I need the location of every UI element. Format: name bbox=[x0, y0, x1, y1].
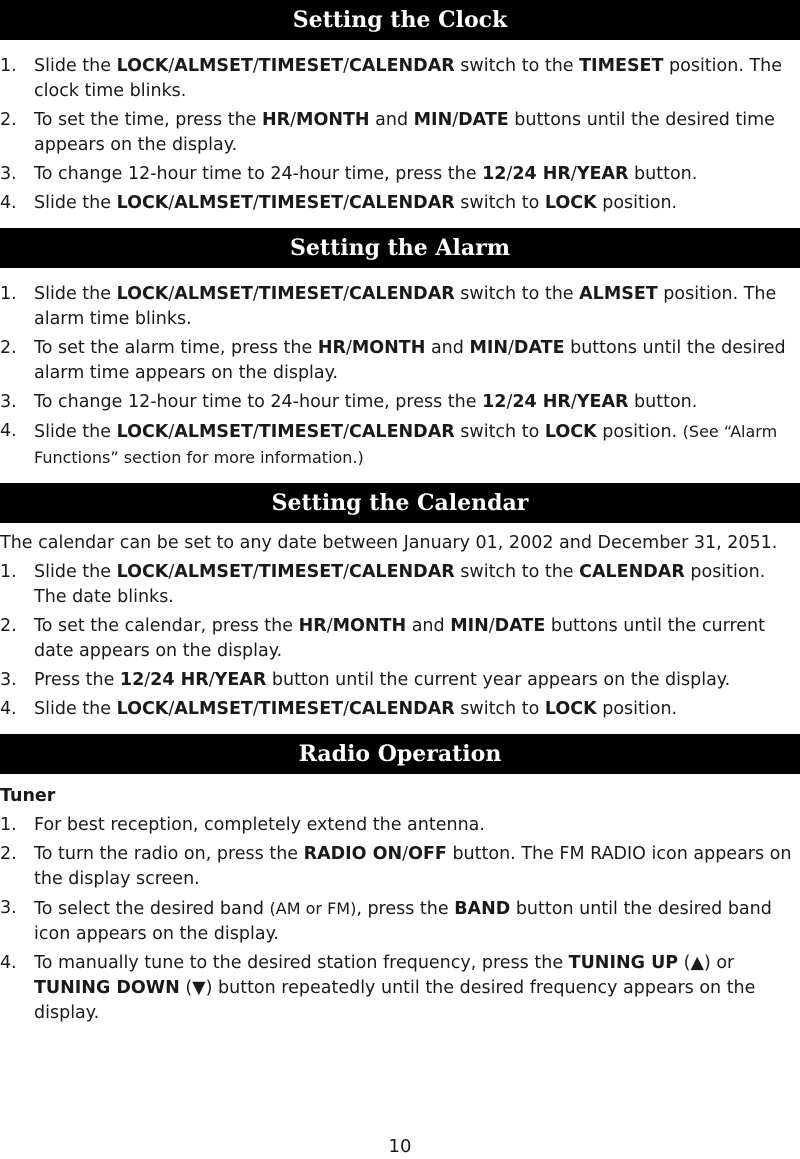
step-text: position. bbox=[596, 193, 678, 213]
bold-term: LOCK bbox=[116, 699, 169, 719]
bold-term: TUNING UP bbox=[568, 953, 679, 973]
bold-term: CALENDAR bbox=[349, 699, 455, 719]
step-text: , press the bbox=[356, 899, 455, 919]
step-text: / bbox=[168, 193, 175, 213]
list-item bbox=[0, 419, 800, 471]
section-title-calendar: Setting the Calendar bbox=[0, 483, 800, 523]
list-item bbox=[0, 842, 800, 892]
calendar-intro: The calendar can be set to any date between January 01, 2002 and December 31, 2051. bbox=[0, 533, 778, 553]
bold-term: DATE bbox=[494, 616, 546, 636]
step-number: 2. bbox=[0, 616, 17, 636]
bold-term: CALENDAR bbox=[579, 562, 685, 582]
bold-term: ALMSET bbox=[174, 562, 253, 582]
step-text: / bbox=[252, 284, 259, 304]
step-text: / bbox=[570, 164, 577, 184]
step-text: buttons until the current date appears on the display. bbox=[34, 616, 765, 661]
bold-term: TIMESET bbox=[258, 193, 344, 213]
bold-term: TIMESET bbox=[258, 699, 344, 719]
bold-term: ALMSET bbox=[174, 284, 253, 304]
bold-term: LOCK bbox=[544, 699, 597, 719]
step-text: To set the alarm time, press the bbox=[34, 338, 318, 358]
list-item bbox=[0, 560, 800, 610]
bold-term: MIN bbox=[469, 338, 509, 358]
step-text: / bbox=[252, 56, 259, 76]
step-text: For best reception, completely extend the antenna. bbox=[34, 815, 485, 835]
bold-term: TUNING DOWN bbox=[34, 978, 180, 998]
step-text: / bbox=[506, 164, 513, 184]
list-item bbox=[0, 614, 800, 664]
bold-term: MONTH bbox=[332, 616, 407, 636]
step-list bbox=[0, 268, 800, 483]
step-number: 4. bbox=[0, 421, 17, 441]
section-title-radio: Radio Operation bbox=[0, 734, 800, 774]
bold-term: YEAR bbox=[576, 392, 629, 412]
bold-term: TIMESET bbox=[258, 56, 344, 76]
section-clock bbox=[0, 0, 800, 228]
step-number: 4. bbox=[0, 699, 17, 719]
bold-term: ALMSET bbox=[579, 284, 658, 304]
step-text: To turn the radio on, press the bbox=[34, 844, 304, 864]
step-number: 1. bbox=[0, 562, 17, 582]
step-text: To change 12-hour time to 24-hour time, press the bbox=[34, 164, 483, 184]
step-text: buttons until the desired time appears on the display. bbox=[34, 110, 775, 155]
step-number: 3. bbox=[0, 392, 17, 412]
step-text: / bbox=[326, 616, 333, 636]
step-text: / bbox=[488, 616, 495, 636]
step-text: and bbox=[425, 338, 470, 358]
list-item bbox=[0, 282, 800, 332]
step-text: / bbox=[343, 193, 350, 213]
bold-term: BAND bbox=[454, 899, 511, 919]
list-item bbox=[0, 896, 800, 947]
step-number: 2. bbox=[0, 338, 17, 358]
step-text: / bbox=[345, 338, 352, 358]
step-text: button until the desired band icon appears on the display. bbox=[34, 899, 772, 944]
step-text: / bbox=[144, 670, 151, 690]
bold-term: CALENDAR bbox=[349, 422, 455, 442]
list-item bbox=[0, 162, 800, 187]
step-text: switch to the bbox=[454, 56, 580, 76]
bold-term: HR bbox=[317, 338, 346, 358]
bold-term: LOCK bbox=[116, 56, 169, 76]
step-text: position. bbox=[596, 699, 678, 719]
bold-term: LOCK bbox=[116, 562, 169, 582]
bold-term: MIN bbox=[413, 110, 453, 130]
step-text: / bbox=[452, 110, 459, 130]
step-text: / bbox=[168, 422, 175, 442]
bold-term: 12 bbox=[482, 164, 507, 184]
list-item bbox=[0, 191, 800, 216]
step-text: (▼) button repeatedly until the desired frequency appears on the display. bbox=[34, 978, 756, 1023]
bold-term: 24 HR bbox=[512, 164, 571, 184]
step-text: / bbox=[252, 193, 259, 213]
bold-term: LOCK bbox=[116, 422, 169, 442]
bold-term: LOCK bbox=[544, 422, 597, 442]
step-text: (AM or FM) bbox=[269, 899, 357, 918]
step-text: switch to bbox=[454, 193, 545, 213]
step-number: 3. bbox=[0, 164, 17, 184]
list-item bbox=[0, 336, 800, 386]
list-item bbox=[0, 108, 800, 158]
bold-term: MIN bbox=[450, 616, 489, 636]
step-text: Slide the bbox=[34, 562, 117, 582]
step-text: (See “Alarm Functions” section for more information.) bbox=[34, 422, 778, 467]
step-text: / bbox=[168, 699, 175, 719]
bold-term: TIMESET bbox=[258, 284, 344, 304]
step-text: button. bbox=[628, 164, 698, 184]
step-list bbox=[0, 813, 800, 1026]
bold-term: CALENDAR bbox=[349, 562, 455, 582]
bold-term: DATE bbox=[513, 338, 565, 358]
step-text: switch to the bbox=[454, 562, 580, 582]
bold-term: ALMSET bbox=[174, 699, 253, 719]
step-text: To set the calendar, press the bbox=[34, 616, 299, 636]
bold-term: LOCK bbox=[116, 284, 169, 304]
bold-term: OFF bbox=[408, 844, 447, 864]
section-alarm bbox=[0, 228, 800, 483]
step-text: / bbox=[343, 56, 350, 76]
step-text: / bbox=[252, 422, 259, 442]
step-text: / bbox=[168, 284, 175, 304]
subheading-tuner: Tuner bbox=[0, 786, 56, 806]
step-number: 1. bbox=[0, 815, 17, 835]
step-text: / bbox=[343, 699, 350, 719]
step-text: and bbox=[369, 110, 414, 130]
step-number: 3. bbox=[0, 898, 17, 918]
step-text: button. bbox=[628, 392, 698, 412]
step-text: Slide the bbox=[34, 56, 117, 76]
bold-term: RADIO ON bbox=[303, 844, 403, 864]
step-text: / bbox=[508, 338, 514, 358]
step-text: / bbox=[343, 284, 350, 304]
step-text: and bbox=[406, 616, 451, 636]
step-text: button. The FM RADIO icon appears on the display screen. bbox=[34, 844, 792, 889]
bold-term: YEAR bbox=[214, 670, 267, 690]
step-text: position. The date blinks. bbox=[34, 562, 766, 607]
step-text: / bbox=[343, 422, 350, 442]
list-item bbox=[0, 813, 800, 838]
step-text: (▲) or bbox=[678, 953, 735, 973]
bold-term: CALENDAR bbox=[349, 193, 455, 213]
bold-term: 24 HR bbox=[512, 392, 571, 412]
section-calendar bbox=[0, 483, 800, 734]
step-text: To select the desired band bbox=[34, 899, 270, 919]
bold-term: TIMESET bbox=[258, 562, 344, 582]
bold-term: YEAR bbox=[576, 164, 629, 184]
bold-term: MONTH bbox=[296, 110, 370, 130]
step-list bbox=[0, 560, 800, 734]
step-text: / bbox=[343, 562, 350, 582]
bold-term: 12 bbox=[119, 670, 145, 690]
bold-term: ALMSET bbox=[174, 422, 253, 442]
step-text: Slide the bbox=[34, 193, 117, 213]
list-item bbox=[0, 54, 800, 104]
step-number: 4. bbox=[0, 953, 17, 973]
step-number: 1. bbox=[0, 56, 17, 76]
step-text: / bbox=[570, 392, 577, 412]
page-number: 10 bbox=[388, 1136, 412, 1157]
bold-term: ALMSET bbox=[174, 56, 253, 76]
section-radio bbox=[0, 734, 800, 1026]
step-text: Slide the bbox=[34, 284, 117, 304]
step-text: To set the time, press the bbox=[34, 110, 263, 130]
step-text: switch to the bbox=[454, 284, 580, 304]
list-item bbox=[0, 951, 800, 1026]
list-item bbox=[0, 390, 800, 415]
step-text: switch to bbox=[454, 699, 545, 719]
step-text: To manually tune to the desired station frequency, press the bbox=[34, 953, 569, 973]
step-text: / bbox=[252, 699, 259, 719]
bold-term: ALMSET bbox=[174, 193, 253, 213]
bold-term: LOCK bbox=[116, 193, 169, 213]
step-list bbox=[0, 40, 800, 228]
step-text: switch to bbox=[454, 422, 545, 442]
step-number: 2. bbox=[0, 844, 17, 864]
bold-term: 12 bbox=[482, 392, 507, 412]
bold-term: TIMESET bbox=[579, 56, 664, 76]
step-text: / bbox=[506, 392, 513, 412]
bold-term: CALENDAR bbox=[349, 56, 455, 76]
list-item bbox=[0, 697, 800, 722]
bold-term: LOCK bbox=[544, 193, 597, 213]
step-text: Slide the bbox=[34, 699, 117, 719]
list-item bbox=[0, 668, 800, 693]
bold-term: DATE bbox=[458, 110, 509, 130]
section-title-alarm: Setting the Alarm bbox=[0, 228, 800, 268]
step-text: buttons until the desired alarm time appears on the display. bbox=[34, 338, 786, 383]
step-text: Slide the bbox=[34, 422, 117, 442]
step-text: / bbox=[168, 56, 175, 76]
step-text: To change 12-hour time to 24-hour time, press the bbox=[34, 392, 483, 412]
bold-term: CALENDAR bbox=[349, 284, 455, 304]
section-title-clock: Setting the Clock bbox=[0, 0, 800, 40]
step-number: 4. bbox=[0, 193, 17, 213]
step-number: 1. bbox=[0, 284, 17, 304]
step-text: / bbox=[208, 670, 215, 690]
bold-term: HR bbox=[298, 616, 327, 636]
step-text: button until the current year appears on the display. bbox=[266, 670, 731, 690]
bold-term: TIMESET bbox=[258, 422, 344, 442]
step-number: 2. bbox=[0, 110, 17, 130]
step-text: / bbox=[168, 562, 175, 582]
step-text: / bbox=[290, 110, 297, 130]
step-text: / bbox=[252, 562, 259, 582]
step-text: / bbox=[402, 844, 409, 864]
bold-term: MONTH bbox=[351, 338, 426, 358]
step-text: Press the bbox=[34, 670, 120, 690]
bold-term: 24 HR bbox=[150, 670, 209, 690]
step-number: 3. bbox=[0, 670, 17, 690]
step-text: position. The alarm time blinks. bbox=[34, 284, 777, 329]
bold-term: HR bbox=[262, 110, 291, 130]
step-text: position. bbox=[596, 422, 683, 442]
step-text: position. The clock time blinks. bbox=[34, 56, 783, 101]
